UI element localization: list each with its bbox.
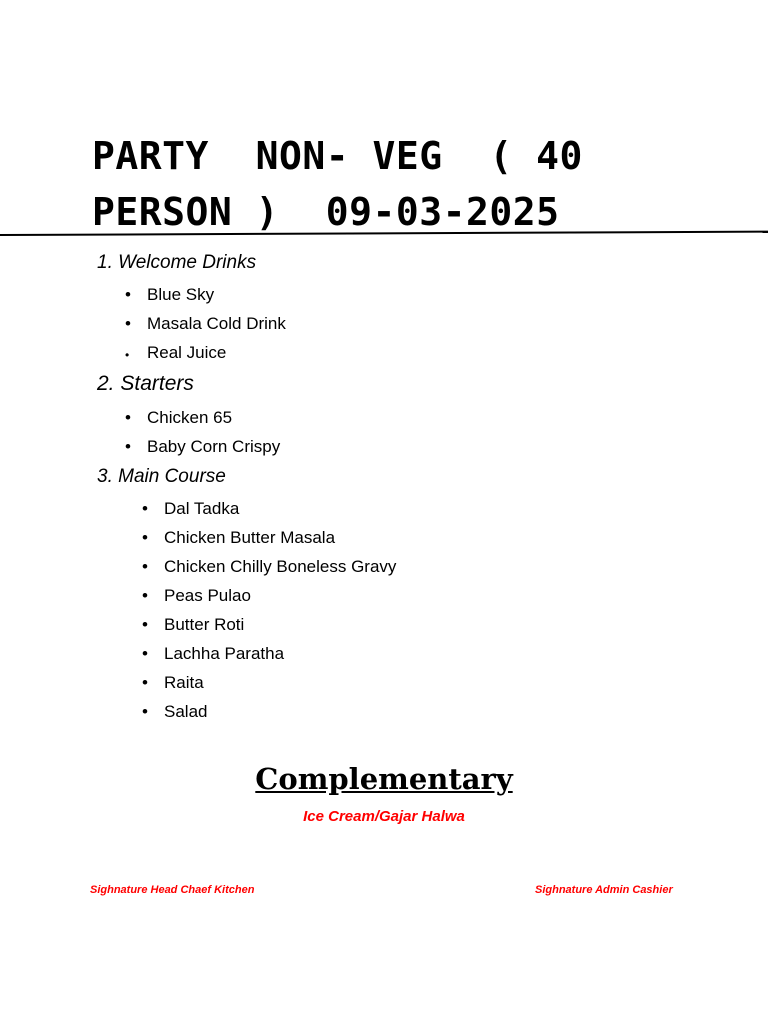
menu-item-label: Masala Cold Drink <box>147 314 286 333</box>
bullet-icon: • <box>125 408 131 427</box>
menu-item-label: Chicken Chilly Boneless Gravy <box>164 557 397 576</box>
list-item <box>142 557 397 577</box>
menu-item-label: Chicken 65 <box>147 408 233 427</box>
bullet-icon: • <box>142 615 148 634</box>
list-item <box>125 343 227 363</box>
menu-item-label: Butter Roti <box>164 615 245 634</box>
list-item <box>142 499 240 519</box>
list-item <box>142 673 204 693</box>
menu-item-label: Peas Pulao <box>164 586 251 605</box>
menu-item-label: Baby Corn Crispy <box>147 437 281 456</box>
bullet-icon: • <box>125 314 131 333</box>
bullet-icon: • <box>125 348 130 362</box>
menu-item-label: Chicken Butter Masala <box>164 528 336 547</box>
list-item <box>142 702 208 722</box>
menu-item-label: Real Juice <box>147 343 227 362</box>
list-item <box>125 314 286 334</box>
bullet-icon: • <box>125 285 131 304</box>
signature-admin-cashier: Sighnature Admin Cashier <box>535 884 673 896</box>
title-line-1: PARTY NON- VEG ( 40 <box>92 134 583 178</box>
section-heading-starters: 2. Starters <box>97 372 194 395</box>
list-item <box>142 528 336 548</box>
menu-item-label: Salad <box>164 702 208 721</box>
complementary-heading: Complementary <box>255 762 513 796</box>
list-item <box>142 615 245 635</box>
list-item <box>125 408 233 428</box>
signature-head-chef: Sighnature Head Chaef Kitchen <box>90 884 255 896</box>
list-item <box>125 437 281 457</box>
bullet-icon: • <box>142 499 148 518</box>
section-heading-welcome-drinks: 1. Welcome Drinks <box>97 252 257 273</box>
list-item <box>125 285 215 305</box>
bullet-icon: • <box>142 586 148 605</box>
menu-item-label: Dal Tadka <box>164 499 240 518</box>
bullet-icon: • <box>142 557 148 576</box>
page-title <box>92 128 692 240</box>
menu-item-label: Raita <box>164 673 204 692</box>
menu-item-label: Lachha Paratha <box>164 644 285 663</box>
bullet-icon: • <box>142 673 148 692</box>
section-heading-main-course: 3. Main Course <box>97 466 226 487</box>
complementary-item: Ice Cream/Gajar Halwa <box>303 808 465 825</box>
list-item <box>142 586 251 606</box>
bullet-icon: • <box>142 702 148 721</box>
title-line-2: PERSON ) 09-03-2025 <box>92 190 560 234</box>
list-item <box>142 644 285 664</box>
bullet-icon: • <box>142 528 148 547</box>
menu-item-label: Blue Sky <box>147 285 215 304</box>
bullet-icon: • <box>125 437 131 456</box>
bullet-icon: • <box>142 644 148 663</box>
